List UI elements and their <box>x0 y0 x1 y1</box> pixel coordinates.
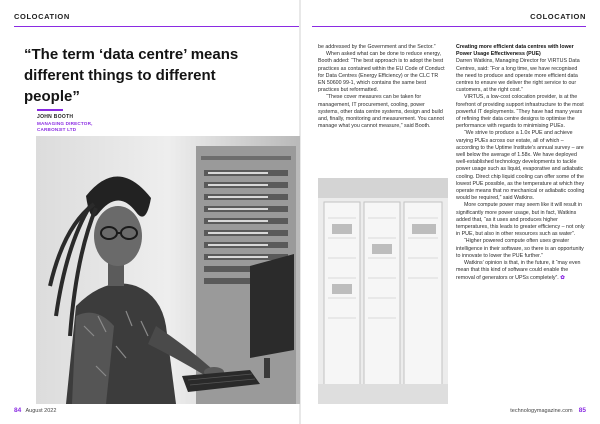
footer-right <box>510 407 586 414</box>
footer-left <box>14 407 56 414</box>
section-label-right: COLOCATION <box>530 12 586 21</box>
subheading: Creating more efficient data centres with lower Power Usage Effectiveness (PUE) <box>456 44 574 58</box>
end-mark-icon: ✿ <box>560 274 565 281</box>
paragraph-last <box>456 260 586 282</box>
author-role <box>37 121 93 133</box>
author-rule <box>37 109 63 111</box>
paragraph: More compute power may seem like it will result in significantly more power usage, but in fact, Watkins added that, “as it uses and produces higher temperatures, this leads to greater efficiency – not only in PUE, but also in other resources such as water”. <box>456 202 585 238</box>
paragraph: Darren Watkins, Managing Director for VIRTUS Data Centres, said: “For a long time, we have recognised the need to produce and operate more efficient data centres to ensure we deliver the right service to our customers, at the right cost.” <box>456 58 580 94</box>
paragraph: be addressed by the Government and the Sector.” <box>318 44 436 50</box>
page-number-left: 84 <box>14 407 22 414</box>
top-rule-right <box>312 26 586 27</box>
author-name: JOHN BOOTH <box>37 114 74 120</box>
page-number-right: 85 <box>578 407 586 414</box>
paragraph: “These cover measures can be taken for management, IT procurement, cooling, power systems, other data centre systems, design and build and, finally, monitoring and measurement. You cannot manage what you cannot measure,” said Booth. <box>318 94 444 130</box>
photo-woman-illustration <box>36 136 300 404</box>
issue-date: August 2022 <box>25 408 57 414</box>
paragraph: VIRTUS, a low-cost colocation provider, is at the forefront of providing support infrastructure to the most powerful IT deployments. “They have had many years of refining their data centre designs to optimise the performance with regards to minimising PUEs. <box>456 94 584 130</box>
photo-racks-illustration <box>318 178 448 404</box>
author-role-line2: CARBON3IT LTD <box>37 127 77 132</box>
paragraph: “Higher powered compute often uses greater intelligence in their software, so there is an opportunity to innovate to lower the PUE further.” <box>456 238 584 259</box>
paragraph-text: Watkins’ opinion is that, in the future, it “may even mean that this kind of software could enable the removal of generators or UPSs completely”. <box>456 260 581 281</box>
body-column-1 <box>318 44 446 130</box>
pull-quote-headline: “The term ‘data centre’ means different things to different people” <box>24 46 239 105</box>
footer-url: technologymagazine.com <box>510 408 573 414</box>
author-role-line1: MANAGING DIRECTOR, <box>37 121 93 126</box>
photo-woman-at-server <box>36 136 300 404</box>
top-rule-left <box>14 26 300 27</box>
paragraph: “We strive to produce a 1.0x PUE and achieve varying PUEs across our estate, all of which – according to the Uptime Institute’s annual survey – are well below the average of 1.58x. We have deployed well-established technology developments to tackle power usage such as liquid, evaporative and adiabatic cooling. Direct chip liquid cooling can offer some of the lowest PUE possible, as the temperature at which they operate means that no mechanical or adiabatic cooling would be required,” said Watkins. <box>456 130 585 202</box>
body-column-2 <box>456 44 586 282</box>
section-label-left: COLOCATION <box>14 12 70 21</box>
paragraph: When asked what can be done to reduce energy, Booth added: “The best approach is to adopt the best practices as contained within the EU Code of Conduct for Data Centres (Energy Efficiency) or the CLC TR EN 50600 99-1, which contains the same best practices but reformatted. <box>318 51 445 94</box>
photo-server-racks <box>318 178 448 404</box>
